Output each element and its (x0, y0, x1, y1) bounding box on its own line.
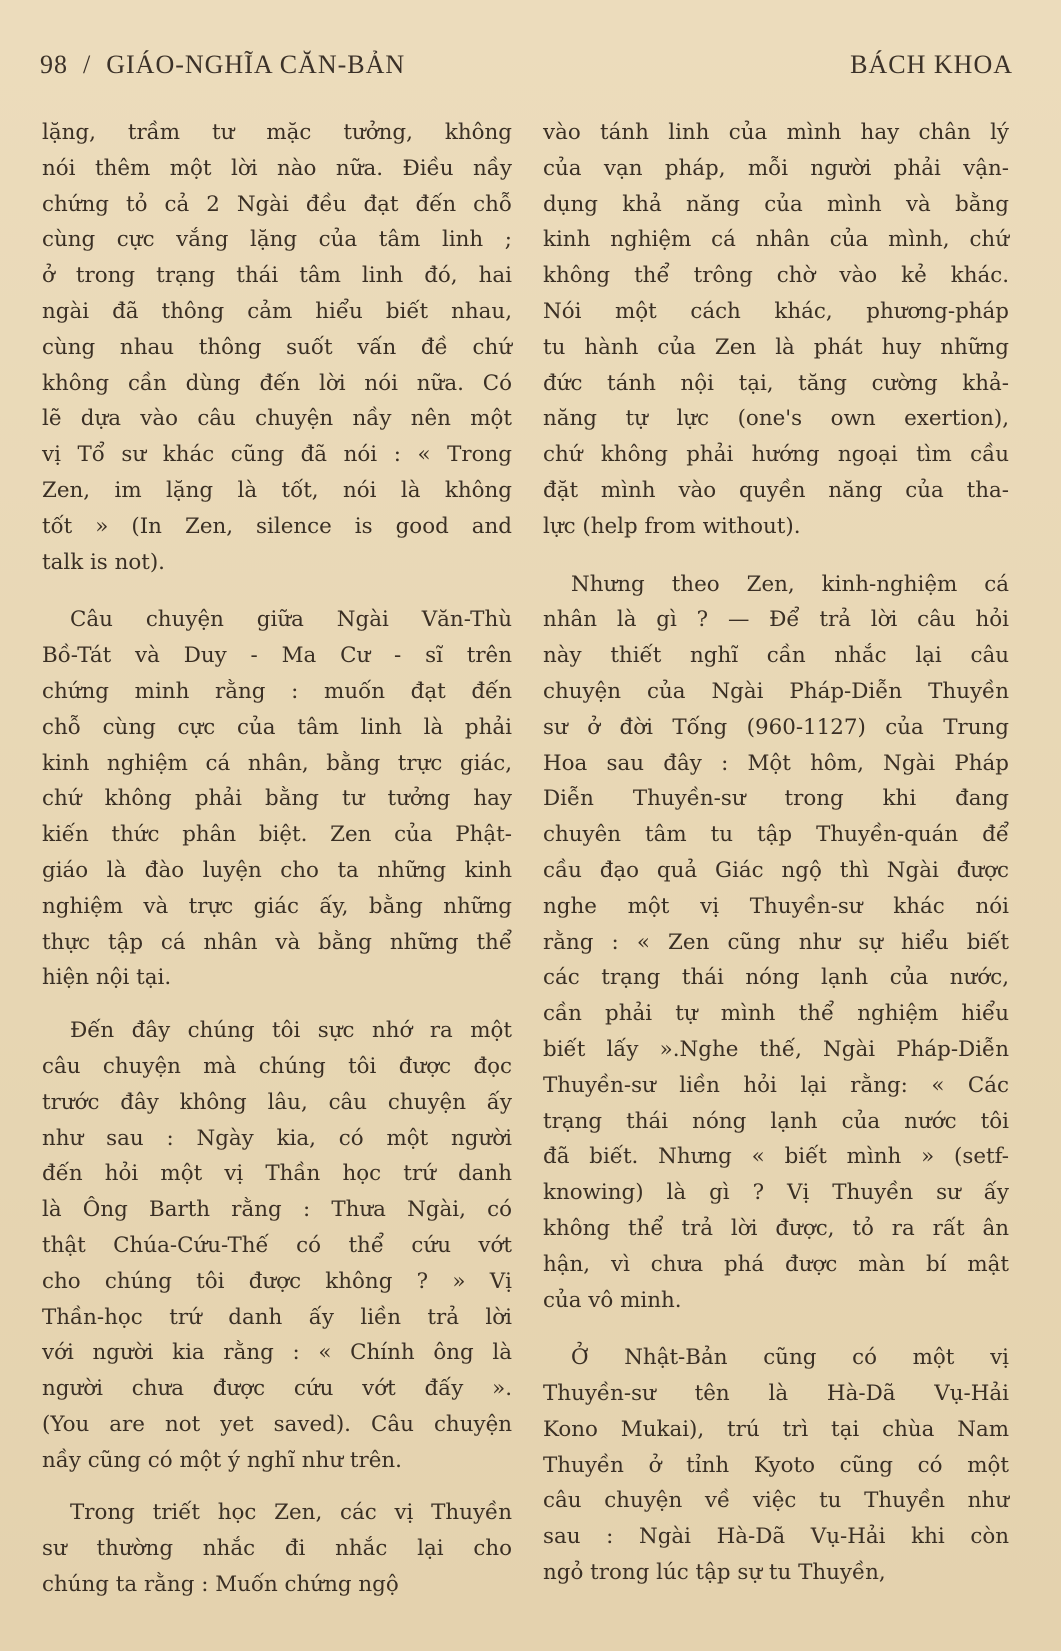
text-line: câu chuyện về việc tu Thuyền như (543, 1488, 1009, 1514)
text-line: cùng cực vắng lặng của tâm linh ; (42, 227, 512, 253)
paragraph (543, 567, 1009, 1319)
text-line: dụng khả năng của mình và bằng (543, 191, 1009, 217)
text-line: như sau : Ngày kia, có một người (42, 1125, 512, 1151)
left-column (42, 115, 512, 1603)
page-number: 98 (40, 50, 68, 79)
text-line: hiện nội tại. (42, 965, 172, 991)
text-line: chuyện của Ngài Pháp-Diễn Thuyền (543, 678, 1009, 704)
text-line: của vạn pháp, mỗi người phải vận- (543, 155, 1009, 181)
text-line: cho chúng tôi được không ? » Vị (42, 1268, 512, 1294)
text-line: chứ không phải bằng tư tưởng hay (42, 786, 512, 812)
magazine-name: BÁCH KHOA (850, 50, 1013, 79)
text-line: lực (help from without). (543, 513, 801, 539)
text-line: đức tánh nội tại, tăng cường khả- (543, 370, 1009, 396)
text-line: ngỏ trong lúc tập sự tu Thuyền, (543, 1560, 886, 1586)
text-line: cần phải tự mình thể nghiệm hiểu (543, 1001, 1009, 1027)
running-title: GIÁO-NGHĨA CĂN-BẢN (106, 50, 406, 79)
text-line: ngài đã thông cảm hiểu biết nhau, (42, 298, 512, 324)
text-line: nầy cũng có một ý nghĩ như trên. (42, 1447, 402, 1473)
text-line: câu chuyện mà chúng tôi được đọc (42, 1053, 512, 1079)
text-line: tu hành của Zen là phát huy những (543, 334, 1009, 360)
text-line: kinh nghiệm cá nhân của mình, chứ (543, 227, 1009, 253)
text-line: lẽ dựa vào câu chuyện nầy nên một (42, 406, 512, 432)
text-line: Thuyền ở tỉnh Kyoto cũng có một (543, 1452, 1009, 1478)
paragraph-gap (42, 580, 512, 602)
text-line: Đến đây chúng tôi sực nhớ ra một (70, 1018, 512, 1044)
text-line: không thể trả lời được, tỏ ra rất ân (543, 1215, 1009, 1241)
text-line: tốt » (In Zen, silence is good and (42, 513, 512, 539)
right-column (543, 115, 1009, 1591)
text-line: không cần dùng đến lời nói nữa. Có (42, 370, 512, 396)
text-line: đến hỏi một vị Thần học trứ danh (42, 1161, 512, 1187)
text-line: với người kia rằng : « Chính ông là (42, 1340, 512, 1366)
paragraph (543, 1340, 1009, 1591)
text-line: Thần-học trứ danh ấy liền trả lời (42, 1304, 512, 1330)
text-line: Kono Mukai), trú trì tại chùa Nam (543, 1416, 1009, 1442)
text-line: Thuyền-sư liền hỏi lại rằng: « Các (543, 1072, 1009, 1098)
text-line: sau : Ngài Hà-Dã Vụ-Hải khi còn (543, 1524, 1009, 1550)
text-line: này thiết nghĩ cần nhắc lại câu (543, 643, 1009, 669)
text-line: nhân là gì ? — Để trả lời câu hỏi (543, 607, 1009, 633)
text-line: (You are not yet saved). Câu chuyện (42, 1411, 512, 1437)
text-line: người chưa được cứu vớt đấy ». (42, 1376, 512, 1402)
paragraph (42, 1495, 512, 1602)
paragraph-gap (543, 545, 1009, 567)
text-line: sư thường nhắc đi nhắc lại cho (42, 1536, 512, 1562)
text-line: chỗ cùng cực của tâm linh là phải (42, 714, 512, 740)
text-line: năng tự lực (one's own exertion), (543, 406, 1009, 432)
text-line: sư ở đời Tống (960-1127) của Trung (543, 714, 1009, 740)
text-line: chứng tỏ cả 2 Ngài đều đạt đến chỗ (42, 191, 512, 217)
text-line: Trong triết học Zen, các vị Thuyền (70, 1500, 512, 1526)
text-line: Zen, im lặng là tốt, nói là không (42, 477, 512, 503)
text-line: cùng nhau thông suốt vấn đề chứ (42, 334, 512, 360)
paragraph (42, 602, 512, 996)
text-line: trước đây không lâu, câu chuyện ấy (42, 1089, 512, 1115)
paragraph (543, 115, 1009, 545)
text-line: chúng ta rằng : Muốn chứng ngộ (42, 1572, 399, 1598)
text-line: thật Chúa-Cứu-Thế có thể cứu vớt (42, 1232, 512, 1258)
text-line: ở trong trạng thái tâm linh đó, hai (42, 263, 512, 289)
text-line: các trạng thái nóng lạnh của nước, (543, 965, 1009, 991)
page-header (32, 44, 1013, 84)
text-line: thực tập cá nhân và bằng những thể (42, 929, 512, 955)
text-line: Ở Nhật-Bản cũng có một vị (571, 1345, 1009, 1371)
text-line: Thuyền-sư tên là Hà-Dã Vụ-Hải (543, 1381, 1009, 1407)
text-line: chuyên tâm tu tập Thuyền-quán để (543, 822, 1009, 848)
text-line: chứ không phải hướng ngoại tìm cầu (543, 442, 1009, 468)
text-line: đặt mình vào quyền năng của tha- (543, 477, 1009, 503)
text-line: Hoa sau đây : Một hôm, Ngài Pháp (543, 750, 1009, 776)
text-line: kiến thức phân biệt. Zen của Phật- (42, 822, 512, 848)
text-line: rằng : « Zen cũng như sự hiểu biết (543, 929, 1009, 955)
text-line: đã biết. Nhưng « biết mình » (setf- (543, 1144, 1009, 1170)
text-line: nghiệm và trực giác ấy, bằng những (42, 893, 512, 919)
text-line: cầu đạo quả Giác ngộ thì Ngài được (543, 857, 1009, 883)
paragraph (42, 1013, 512, 1478)
text-line: của vô minh. (543, 1287, 682, 1313)
text-line: vị Tổ sư khác cũng đã nói : « Trong (42, 442, 512, 468)
header-separator: / (83, 50, 92, 79)
text-line: chứng minh rằng : muốn đạt đến (42, 678, 512, 704)
text-line: knowing) là gì ? Vị Thuyền sư ấy (543, 1180, 1009, 1206)
paragraph-gap (543, 1318, 1009, 1340)
text-line: Câu chuyện giữa Ngài Văn-Thù (70, 607, 512, 633)
text-line: Diễn Thuyền-sư trong khi đang (543, 786, 1009, 812)
paragraph-gap (42, 996, 512, 1013)
text-line: hận, vì chưa phá được màn bí mật (543, 1251, 1009, 1277)
text-line: nghe một vị Thuyền-sư khác nói (543, 893, 1009, 919)
text-line: lặng, trầm tư mặc tưởng, không (42, 120, 512, 145)
text-line: trạng thái nóng lạnh của nước tôi (543, 1108, 1009, 1134)
text-line: vào tánh linh của mình hay chân lý (543, 120, 1009, 145)
paragraph (42, 115, 512, 580)
header-left (40, 50, 405, 80)
text-line: talk is not). (42, 549, 165, 575)
text-line: biết lấy ».Nghe thế, Ngài Pháp-Diễn (543, 1036, 1009, 1062)
text-line: kinh nghiệm cá nhân, bằng trực giác, (42, 750, 512, 776)
text-line: giáo là đào luyện cho ta những kinh (42, 857, 512, 883)
text-line: nói thêm một lời nào nữa. Điều nầy (42, 155, 512, 181)
text-line: là Ông Barth rằng : Thưa Ngài, có (42, 1197, 512, 1223)
text-line: Bồ-Tát và Duy - Ma Cư - sĩ trên (42, 643, 512, 669)
text-line: Nói một cách khác, phương-pháp (543, 298, 1009, 324)
text-line: không thể trông chờ vào kẻ khác. (543, 263, 1009, 289)
text-line: Nhưng theo Zen, kinh-nghiệm cá (571, 571, 1009, 597)
paragraph-gap (42, 1478, 512, 1495)
